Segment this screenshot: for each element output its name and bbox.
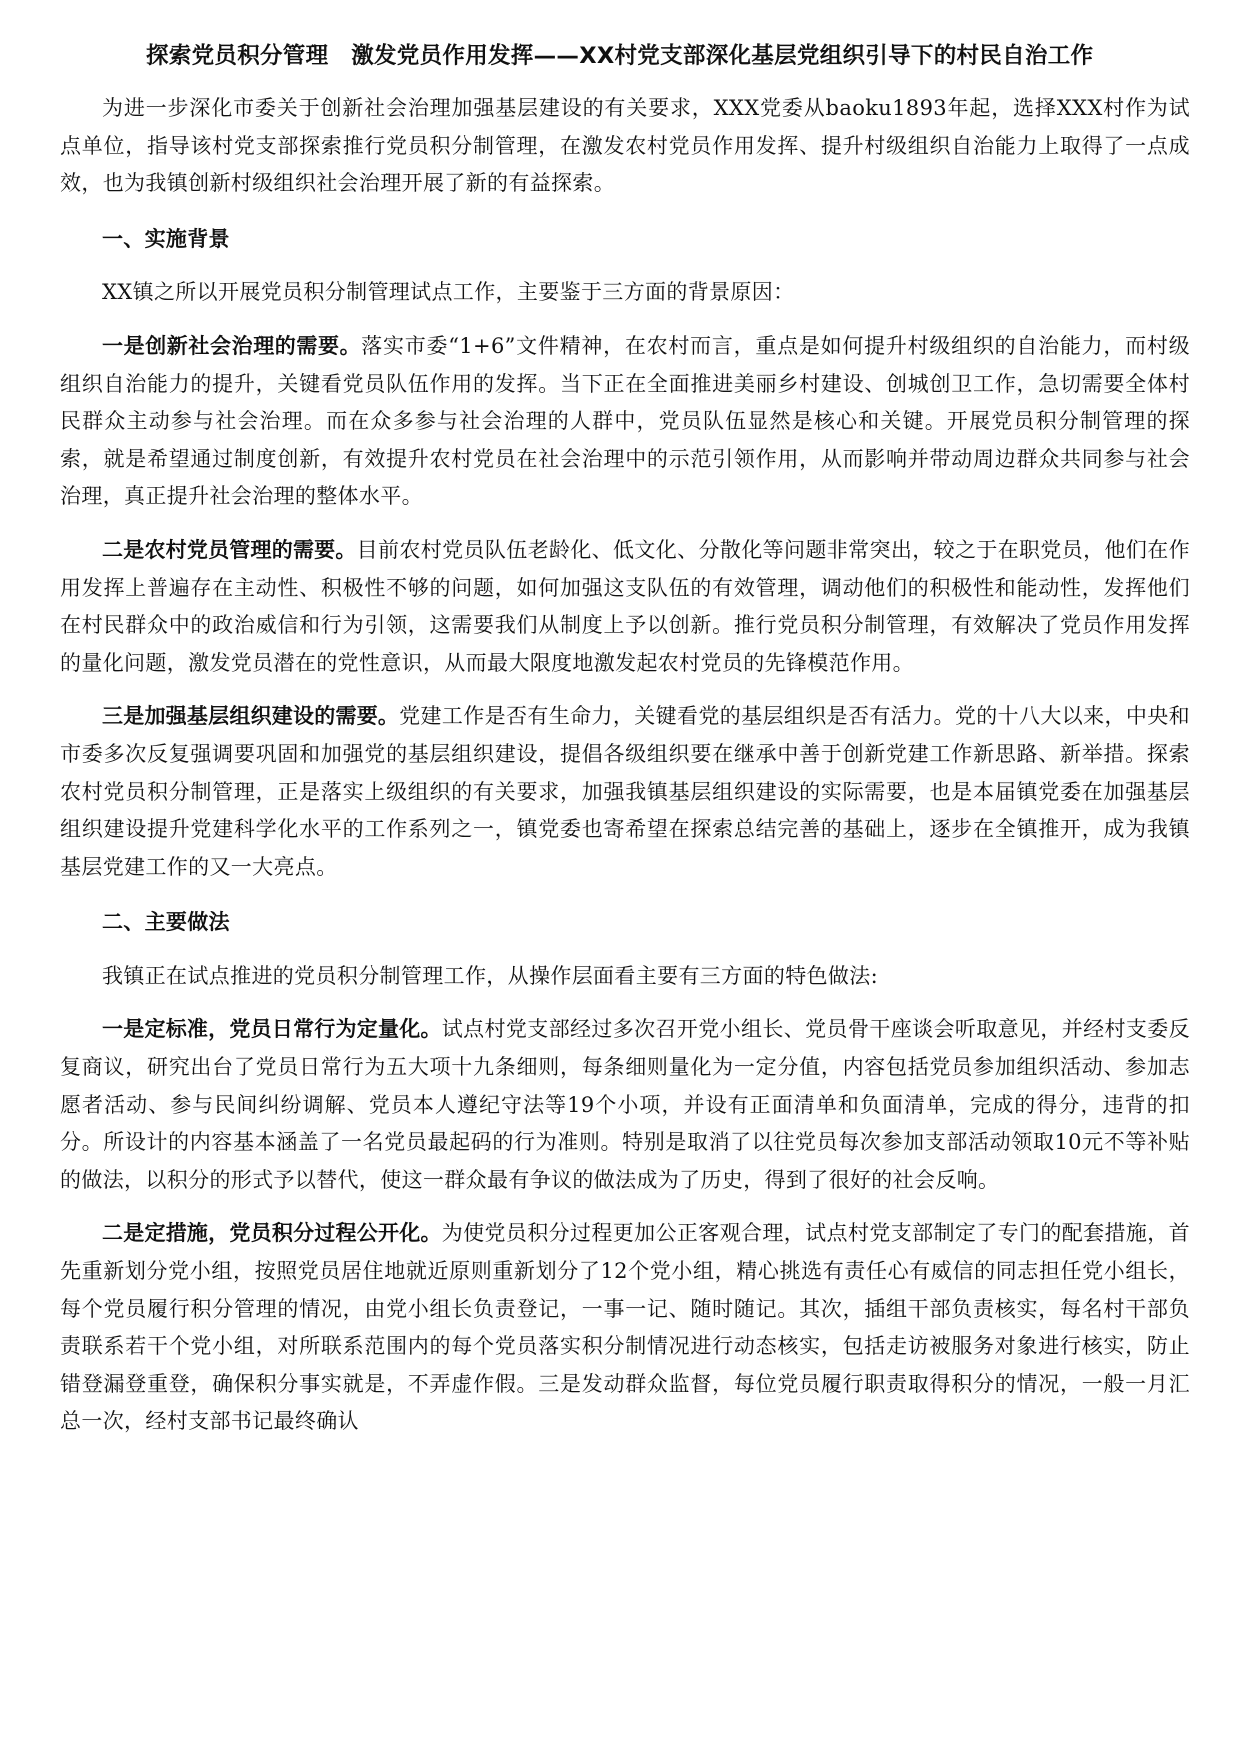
- point-lead: 二是定措施，党员积分过程公开化。: [102, 1221, 442, 1246]
- point-body: 试点村党支部经过多次召开党小组长、党员骨干座谈会听取意见，并经村支委反复商议，研究出台了党员日常行为五大项十九条细则，每条细则量化为一定分值，内容包括党员参加组织活动、参加志愿者活动、参与民间纠纷调解、党员本人遵纪守法等19个小项，并设有正面清单和负面清单，完成的得分，违背的扣分。所设计的内容基本涵盖了一名党员最起码的行为准则。特别是取消了以往党员每次参加支部活动领取10元不等补贴的做法，以积分的形式予以替代，使这一群众最有争议的做法成为了历史，得到了很好的社会反响。: [60, 1017, 1191, 1192]
- spacer: [60, 312, 1190, 328]
- section2-intro: 我镇正在试点推进的党员积分制管理工作，从操作层面看主要有三方面的特色做法:: [102, 963, 879, 988]
- section1-point-1: [60, 328, 1190, 516]
- point-body: 党建工作是否有生命力，关键看党的基层组织是否有活力。党的十八大以来，中央和市委多次反复强调要巩固和加强党的基层组织建设，提倡各级组织要在继承中善于创新党建工作新思路、新举措。探索农村党员积分制管理，正是落实上级组织的有关要求，加强我镇基层组织建设的实际需要，也是本届镇党委在加强基层组织建设提升党建科学化水平的工作系列之一，镇党委也寄希望在探索总结完善的基础上，逐步在全镇推开，成为我镇基层党建工作的又一大亮点。: [60, 704, 1190, 879]
- point-body: 目前农村党员队伍老龄化、低文化、分散化等问题非常突出，较之于在职党员，他们在作用发挥上普遍存在主动性、积极性不够的问题，如何加强这支队伍的有效管理，调动他们的积极性和能动性，发挥他们在村民群众中的政治威信和行为引领，这需要我们从制度上予以创新。推行党员积分制管理，有效解决了党员作用发挥的量化问题，激发党员潜在的党性意识，从而最大限度地激发起农村党员的先锋模范作用。: [60, 537, 1190, 675]
- spacer: [60, 516, 1190, 532]
- document-page: [60, 36, 1190, 1441]
- intro-paragraph: 为进一步深化市委关于创新社会治理加强基层建设的有关要求，XXX党委从baoku1893年起，选择XXX村作为试点单位，指导该村党支部探索推行党员积分制管理，在激发农村党员作用发挥、提升村级组织自治能力上取得了一点成效，也为我镇创新村级组织社会治理开展了新的有益探索。: [60, 96, 1190, 196]
- document-title: 探索党员积分管理 激发党员作用发挥——XX村党支部深化基层党组织引导下的村民自治工作: [146, 43, 1094, 69]
- spacer: [60, 995, 1190, 1011]
- point-body: 落实市委“1+6”文件精神，在农村而言，重点是如何提升村级组织的自治能力，而村级组织自治能力的提升，关键看党员队伍作用的发挥。当下正在全面推进美丽乡村建设、创城创卫工作，急切需要全体村民群众主动参与社会治理。而在众多参与社会治理的人群中，党员队伍显然是核心和关键。开展党员积分制管理的探索，就是希望通过制度创新，有效提升农村党员在社会治理中的示范引领作用，从而影响并带动周边群众共同参与社会治理，真正提升社会治理的整体水平。: [60, 333, 1190, 509]
- section1-point-3: [60, 698, 1190, 886]
- point-lead: 一是定标准，党员日常行为定量化。: [102, 1017, 442, 1042]
- spacer: [60, 1199, 1190, 1215]
- section-heading-background: 一、实施背景: [102, 226, 230, 251]
- section2-point-2: [60, 1215, 1190, 1441]
- spacer: [60, 258, 1190, 274]
- spacer: [60, 942, 1190, 958]
- section1-intro: XX镇之所以开展党员积分制管理试点工作，主要鉴于三方面的背景原因：: [102, 280, 795, 305]
- spacer: [60, 682, 1190, 698]
- spacer: [60, 886, 1190, 904]
- section-heading-practices: 二、主要做法: [102, 910, 230, 935]
- spacer: [60, 203, 1190, 221]
- point-lead: 三是加强基层组织建设的需要。: [102, 704, 400, 729]
- point-lead: 二是农村党员管理的需要。: [102, 537, 357, 562]
- section1-point-2: [60, 532, 1190, 682]
- point-lead: 一是创新社会治理的需要。: [102, 333, 362, 358]
- section2-point-1: [60, 1011, 1190, 1199]
- point-body: 为使党员积分过程更加公正客观合理，试点村党支部制定了专门的配套措施，首先重新划分党小组，按照党员居住地就近原则重新划分了12个党小组，精心挑选有责任心有威信的同志担任党小组长，每个党员履行积分管理的情况，由党小组长负责登记，一事一记、随时随记。其次，插组干部负责核实，每名村干部负责联系若干个党小组，对所联系范围内的每个党员落实积分制情况进行动态核实，包括走访被服务对象进行核实，防止错登漏登重登，确保积分事实就是，不弄虚作假。三是发动群众监督，每位党员履行职责取得积分的情况，一般一月汇总一次，经村支部书记最终确认: [60, 1221, 1191, 1434]
